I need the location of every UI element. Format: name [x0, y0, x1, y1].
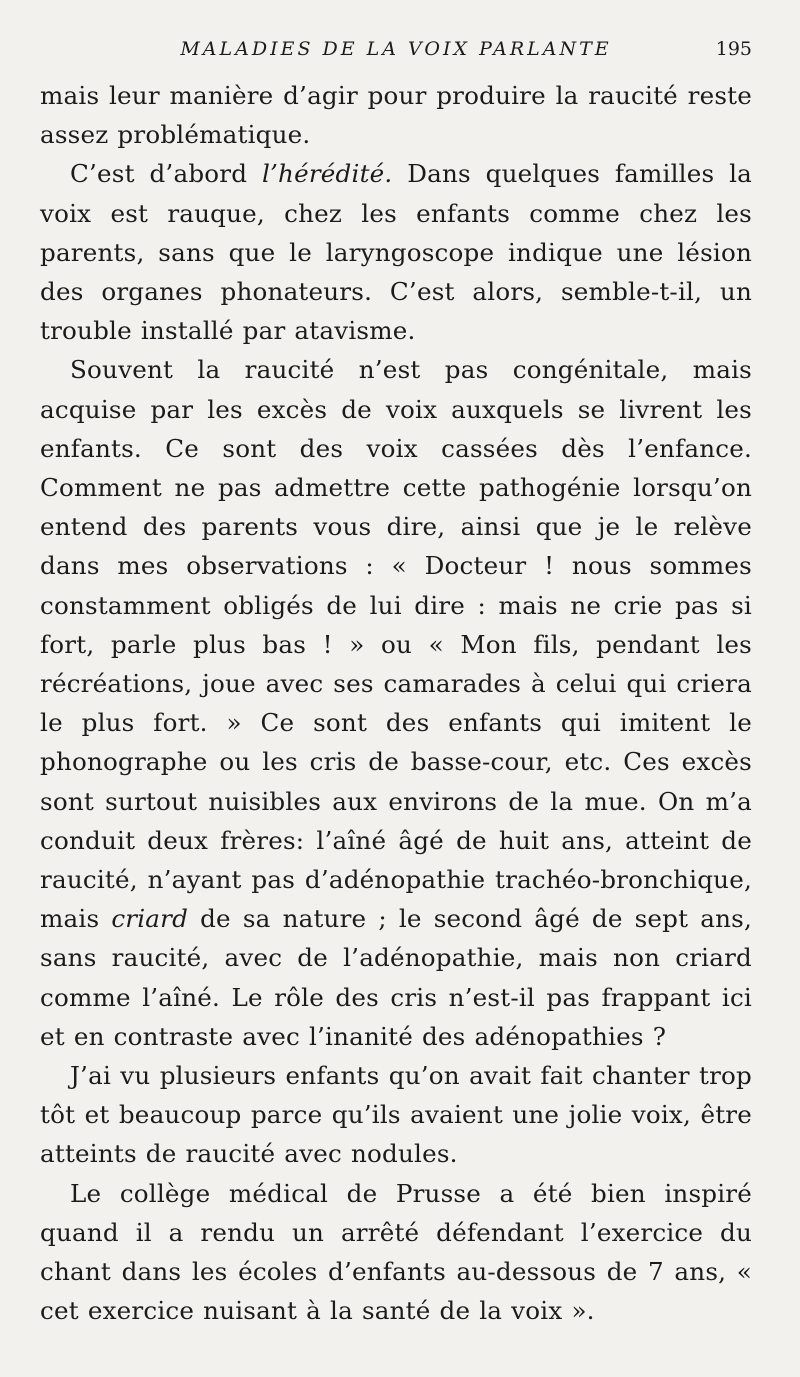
paragraph-text: de sa nature ; le second âgé de sept ans, sans raucité, avec de l’adénopathie, mais non criard comme l’aîné. Le rôle des cris n’est-il pas frappant ici et en contraste avec l’inanité des adénopathies ?: [40, 904, 752, 1051]
italic-term-heredite: l’hérédité.: [261, 159, 393, 189]
body-text: [40, 76, 752, 1331]
paragraph-continuation: [40, 76, 752, 154]
paragraph-text: Souvent la raucité n’est pas congénitale, mais acquise par les excès de voix auxquels se livrent les enfants. Ce sont des voix cassées dès l’enfance. Comment ne pas admettre cette pathogénie lorsqu’on entend des parents vous dire, ainsi que je le relève dans mes observations : « Docteur ! nous sommes constamment obligés de lui dire : mais ne crie pas si fort, parle plus bas ! » ou « Mon fils, pendant les récréations, joue avec ses camarades à celui qui criera le plus fort. » Ce sont des enfants qui imitent le phonographe ou les cris de basse-cour, etc. Ces excès sont surtout nuisibles aux environs de la mue. On m’a conduit deux frères: l’aîné âgé de huit ans, atteint de raucité, n’ayant pas d’adénopathie trachéo-bronchique, mais: [40, 355, 752, 934]
italic-term-criard: criard: [111, 904, 189, 934]
running-head: [40, 34, 752, 64]
paragraph-text: mais leur manière d’agir pour produire la raucité reste assez problématique.: [40, 81, 752, 150]
paragraph-raucite-acquise: [40, 350, 752, 1056]
paragraph-heredite: [40, 154, 752, 350]
paragraph-chant-precoce: [40, 1056, 752, 1174]
running-title: MALADIES DE LA VOIX PARLANTE: [180, 38, 612, 60]
paragraph-text: C’est d’abord: [70, 159, 262, 189]
paragraph-college-prusse: [40, 1174, 752, 1331]
paragraph-text: J’ai vu plusieurs enfants qu’on avait fait chanter trop tôt et beaucoup parce qu’ils avaient une jolie voix, être atteints de raucité avec nodules.: [40, 1061, 752, 1169]
paragraph-text: Le collège médical de Prusse a été bien inspiré quand il a rendu un arrêté défendant l’exercice du chant dans les écoles d’enfants au-dessous de 7 ans, « cet exercice nuisant à la santé de la voix ».: [40, 1178, 752, 1326]
paragraph-text: Dans quelques familles la voix est rauque, chez les enfants comme chez les parents, sans que le laryngoscope indique une lésion des organes phonateurs. C’est alors, semble-t-il, un trouble installé par atavisme.: [40, 159, 752, 346]
page-number: 195: [715, 38, 752, 60]
